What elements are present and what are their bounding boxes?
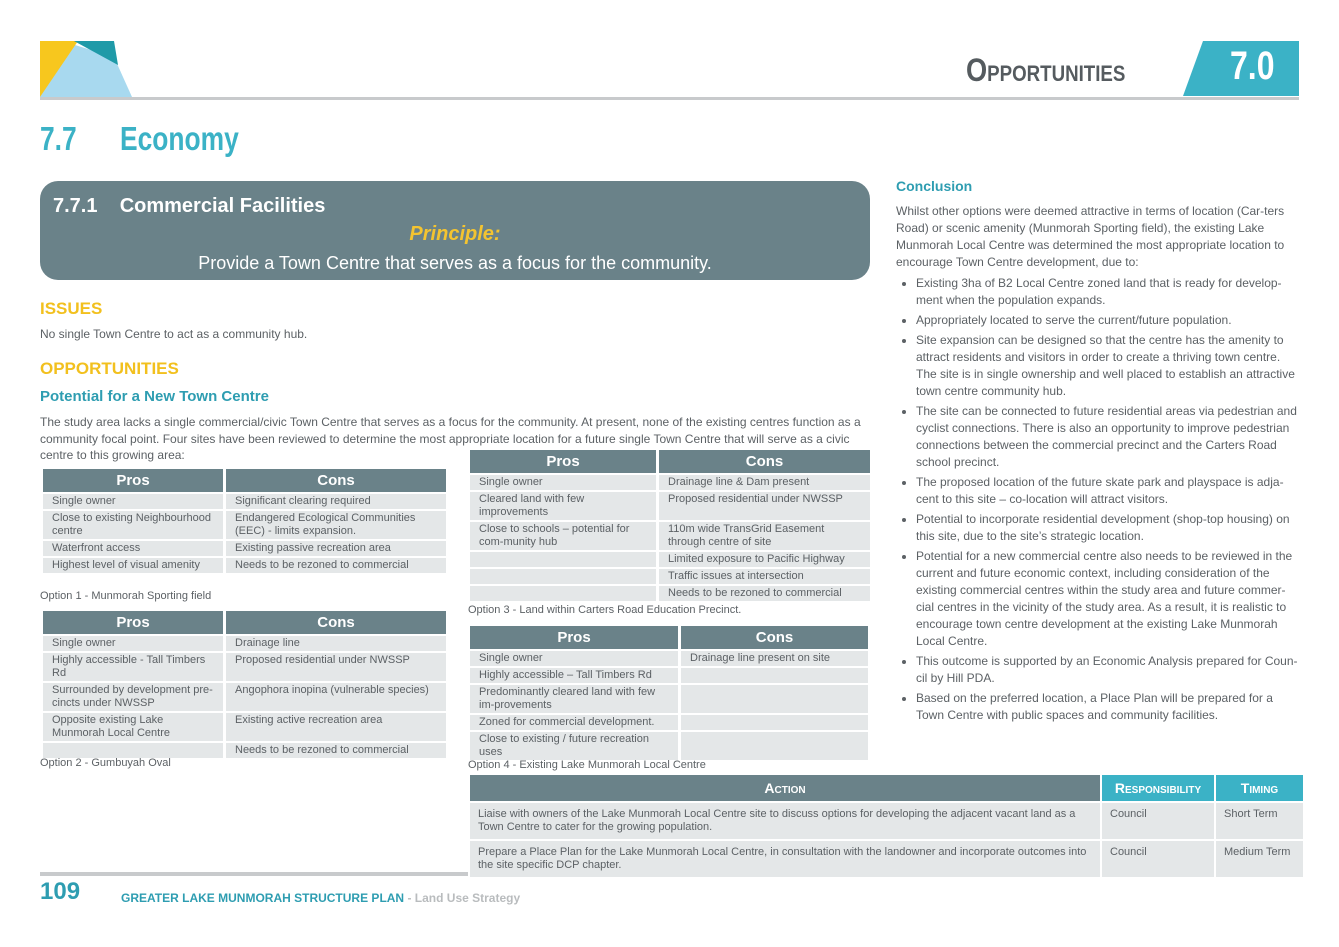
cons-cell: Limited exposure to Pacific Highway <box>659 552 870 567</box>
action-header: Action <box>470 775 1100 801</box>
cons-cell: Proposed residential under NWSSP <box>226 653 446 681</box>
list-item: • Appropriately located to serve the current/future population. <box>916 312 1300 329</box>
table-row <box>470 732 868 760</box>
pros-cell: Highest level of visual amenity <box>43 558 223 573</box>
chapter-title: Opportunities <box>966 52 1126 88</box>
table-row <box>470 569 870 584</box>
pros-cell: Highly accessible - Tall Timbers Rd <box>43 653 223 681</box>
cons-cell <box>681 732 868 760</box>
table-row <box>470 668 868 683</box>
pros-header: Pros <box>470 626 678 649</box>
action-cell: Liaise with owners of the Lake Munmorah Local Centre site to discuss options for developing the adjacent vacant land as a Town Centre to cater for the growing population. <box>470 803 1100 839</box>
pros-cell: Zoned for commercial development. <box>470 715 678 730</box>
cons-cell: Existing active recreation area <box>226 713 446 741</box>
pros-cell: Single owner <box>43 636 223 651</box>
table-row <box>470 492 870 520</box>
pros-cell: Close to existing Neighbourhood centre <box>43 511 223 539</box>
cons-cell: Needs to be rezoned to commercial <box>226 743 446 758</box>
principle-text: Provide a Town Centre that serves as a focus for the community. <box>198 253 712 273</box>
pros-header: Pros <box>43 611 223 634</box>
responsibility-header: Responsibility <box>1102 775 1214 801</box>
table-row <box>43 511 446 539</box>
table-row <box>470 651 868 666</box>
action-table <box>468 773 1305 879</box>
footer-doc-title: GREATER LAKE MUNMORAH STRUCTURE PLAN <box>121 891 405 905</box>
table-row <box>43 541 446 556</box>
table-row <box>470 803 1303 839</box>
pros-cell <box>470 586 656 601</box>
cons-cell: Existing passive recreation area <box>226 541 446 556</box>
option2-table <box>40 609 449 760</box>
list-item: • The site can be connected to future residential areas via pedestrian and cyclist connections. There is also an opportunity to improve pedestrian connections between the commercial precinct and the Carters Road school precinct. <box>916 403 1300 471</box>
pros-cell: Opposite existing Lake Munmorah Local Centre <box>43 713 223 741</box>
list-item: • The proposed location of the future skate park and playspace is adja-cent to this site – co-location will attract visitors. <box>916 474 1300 508</box>
cons-cell: Drainage line <box>226 636 446 651</box>
list-item: • Potential to incorporate residential development (shop-top housing) on this site, due to the site’s strategic location. <box>916 511 1300 545</box>
conclusion-section <box>896 178 1300 727</box>
action-cell: Prepare a Place Plan for the Lake Munmorah Local Centre, in consultation with the landowner and incorporate outcomes into the site specific DCP chapter. <box>470 841 1100 877</box>
responsibility-cell: Council <box>1102 803 1214 839</box>
table-row <box>43 636 446 651</box>
footer-doc-subtitle: - Land Use Strategy <box>404 891 521 905</box>
list-item: • Potential for a new commercial centre also needs to be reviewed in the current and future economic context, including consideration of the existing commercial centres within the study area and future commer-cial centres in the vicinity of the study area. As a result, it is realistic to encourage town centre development at the existing Lake Munmorah Local Centre. <box>916 548 1300 650</box>
pros-cell: Waterfront access <box>43 541 223 556</box>
table-row <box>470 522 870 550</box>
section-number: 7.7 <box>40 120 77 157</box>
pros-cell: Single owner <box>470 475 656 490</box>
conclusion-list <box>896 275 1300 724</box>
section-name: Economy <box>120 120 239 157</box>
footer-rule <box>40 872 468 876</box>
table-row <box>470 685 868 713</box>
cons-header: Cons <box>659 450 870 473</box>
table-row <box>43 683 446 711</box>
table-row <box>43 494 446 509</box>
table-row <box>470 841 1303 877</box>
subsection-heading: 7.7.1 Commercial Facilities <box>53 195 326 217</box>
option4-caption: Option 4 - Existing Lake Munmorah Local Centre <box>468 759 706 771</box>
pros-cell: Highly accessible – Tall Timbers Rd <box>470 668 678 683</box>
table-row <box>470 475 870 490</box>
timing-header: Timing <box>1216 775 1303 801</box>
pros-cell <box>470 552 656 567</box>
cons-cell: Needs to be rezoned to commercial <box>659 586 870 601</box>
table-row <box>43 558 446 573</box>
pros-cell <box>43 743 223 758</box>
option3-table <box>467 448 873 603</box>
pros-header: Pros <box>470 450 656 473</box>
list-item: • Based on the preferred location, a Place Plan will be prepared for a Town Centre with public spaces and community facilities. <box>916 690 1300 724</box>
table-row <box>470 552 870 567</box>
option4-table <box>467 624 871 762</box>
logo-graphic <box>40 41 132 97</box>
table-row <box>43 713 446 741</box>
list-item: • Existing 3ha of B2 Local Centre zoned land that is ready for develop-ment when the population expands. <box>916 275 1300 309</box>
table-row <box>43 653 446 681</box>
pros-cell <box>470 569 656 584</box>
pros-cell: Close to existing / future recreation uses <box>470 732 678 760</box>
cons-cell: Needs to be rezoned to commercial <box>226 558 446 573</box>
chapter-number: 7.0 <box>1230 44 1275 88</box>
table-row <box>470 586 870 601</box>
table-row <box>470 715 868 730</box>
opportunities-subheading: Potential for a New Town Centre <box>40 388 269 405</box>
pros-cell: Close to schools – potential for com-munity hub <box>470 522 656 550</box>
pros-cell: Single owner <box>470 651 678 666</box>
cons-cell: Endangered Ecological Communities (EEC) - limits expansion. <box>226 511 446 539</box>
list-item: • Site expansion can be designed so that the centre has the amenity to attract residents and visitors in order to create a thriving town centre. The site is in single ownership and well placed to establish an attractive town centre community hub. <box>916 332 1300 400</box>
cons-cell: Angophora inopina (vulnerable species) <box>226 683 446 711</box>
pros-cell: Predominantly cleared land with few im-provements <box>470 685 678 713</box>
pros-cell: Single owner <box>43 494 223 509</box>
timing-cell: Medium Term <box>1216 841 1303 877</box>
pros-cell: Surrounded by development pre-cincts under NWSSP <box>43 683 223 711</box>
principle-box <box>40 181 870 280</box>
option3-caption: Option 3 - Land within Carters Road Education Precinct. <box>468 604 742 616</box>
cons-header: Cons <box>226 611 446 634</box>
opportunities-heading: OPPORTUNITIES <box>40 359 179 378</box>
opportunities-intro: The study area lacks a single commercial/civic Town Centre that serves as a focus for the community. At present, none of the existing centres function as a community focal point. Four sites have been reviewed to determine the most appropriate location for a future single Town Centre that will serve as a civic centre to this growing area: <box>40 415 861 462</box>
issues-heading: ISSUES <box>40 299 103 318</box>
pros-header: Pros <box>43 469 223 492</box>
principle-label: Principle: <box>409 223 501 245</box>
page-number: 109 <box>40 878 81 905</box>
cons-header: Cons <box>681 626 868 649</box>
footer-title <box>121 891 520 905</box>
conclusion-heading: Conclusion <box>896 178 973 194</box>
cons-cell: Traffic issues at intersection <box>659 569 870 584</box>
option1-caption: Option 1 - Munmorah Sporting field <box>40 590 212 602</box>
cons-cell <box>681 685 868 713</box>
timing-cell: Short Term <box>1216 803 1303 839</box>
cons-cell: Drainage line & Dam present <box>659 475 870 490</box>
cons-cell: Drainage line present on site <box>681 651 868 666</box>
section-title <box>40 120 239 158</box>
cons-cell: 110m wide TransGrid Easement through centre of site <box>659 522 870 550</box>
cons-cell <box>681 715 868 730</box>
responsibility-cell: Council <box>1102 841 1214 877</box>
cons-cell: Proposed residential under NWSSP <box>659 492 870 520</box>
option2-caption: Option 2 - Gumbuyah Oval <box>40 757 171 769</box>
option1-table <box>40 467 449 575</box>
cons-cell: Significant clearing required <box>226 494 446 509</box>
pros-cell: Cleared land with few improvements <box>470 492 656 520</box>
conclusion-intro: Whilst other options were deemed attractive in terms of location (Car-ters Road) or scenic amenity (Munmorah Sporting field), the existing Lake Munmorah Local Centre was determined the most appropriate location to encourage Town Centre development, due to: <box>896 204 1285 269</box>
table-row <box>43 743 446 758</box>
header-rule <box>40 97 1299 100</box>
cons-cell <box>681 668 868 683</box>
issues-text: No single Town Centre to act as a community hub. <box>40 327 308 341</box>
cons-header: Cons <box>226 469 446 492</box>
list-item: • This outcome is supported by an Economic Analysis prepared for Coun-cil by Hill PDA. <box>916 653 1300 687</box>
